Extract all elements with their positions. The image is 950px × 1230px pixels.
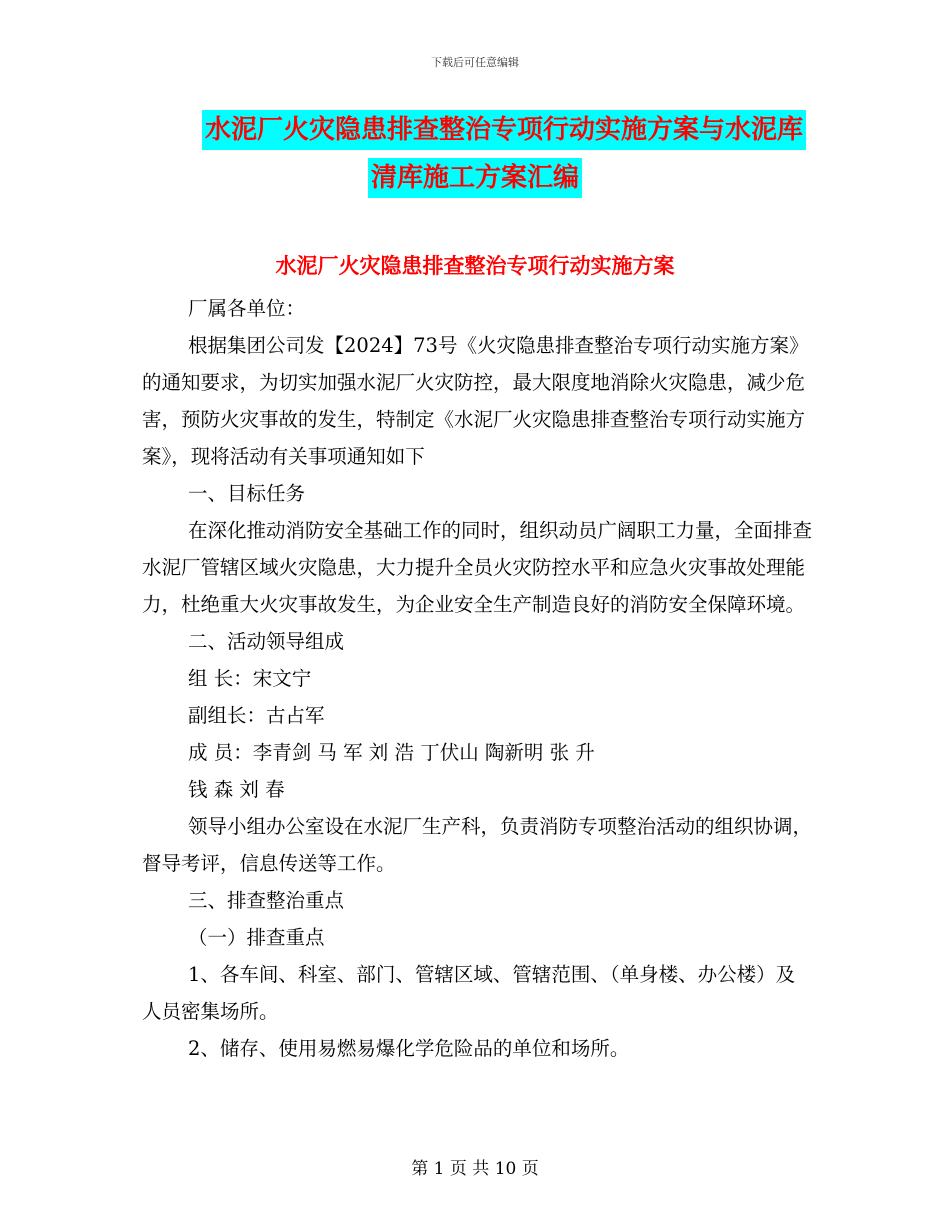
document-title bbox=[0, 110, 950, 198]
heading-focus: 三、排查整治重点 bbox=[188, 889, 345, 912]
document-body bbox=[142, 290, 812, 1067]
header-note: 下载后可任意编辑 bbox=[431, 56, 519, 69]
paragraph-salutation: 厂属各单位： bbox=[188, 297, 306, 320]
paragraph-goals: 在深化推动消防安全基础工作的同时，组织动员广阔职工力量，全面排查水泥厂管辖区域火灾隐患，大力提升全员火灾防控水平和应急火灾事故处理能力，杜绝重大火灾事故发生，为企业安全生产制造良好的消防安全保障环境。 bbox=[142, 519, 813, 616]
subheading-inspection: （一）排查重点 bbox=[188, 926, 325, 949]
deputy-leader-line: 副组长：古占军 bbox=[188, 704, 325, 727]
list-item-2: 2、储存、使用易燃易爆化学危险品的单位和场所。 bbox=[188, 1037, 630, 1060]
heading-goals: 一、目标任务 bbox=[188, 482, 306, 505]
paragraph-intro: 根据集团公司发【2024】73号《火灾隐患排查整治专项行动实施方案》的通知要求，为切实加强水泥厂火灾防控，最大限度地消除火灾隐患，减少危害，预防火灾事故的发生，特制定《水泥厂火灾隐患排查整治专项行动实施方案》，现将活动有关事项通知如下 bbox=[142, 334, 809, 468]
leader-line: 组 长：宋文宁 bbox=[188, 667, 312, 690]
paragraph-office: 领导小组办公室设在水泥厂生产科，负责消防专项整治活动的组织协调，督导考评，信息传送等工作。 bbox=[142, 815, 813, 875]
title-line-2: 清库施工方案汇编 bbox=[368, 158, 582, 198]
list-item-1: 1、各车间、科室、部门、管辖区域、管辖范围、（单身楼、办公楼）及人员密集场所。 bbox=[142, 963, 796, 1023]
members-line: 成 员：李青剑 马 军 刘 浩 丁伏山 陶新明 张 升 bbox=[188, 741, 595, 764]
page-footer: 第 1 页 共 10 页 bbox=[411, 1159, 539, 1179]
title-line-1: 水泥厂火灾隐患排查整治专项行动实施方案与水泥库 bbox=[202, 110, 806, 150]
members-line-continued: 钱 森 刘 春 bbox=[188, 778, 285, 801]
section-title: 水泥厂火灾隐患排查整治专项行动实施方案 bbox=[275, 254, 675, 278]
heading-leadership: 二、活动领导组成 bbox=[188, 630, 345, 653]
